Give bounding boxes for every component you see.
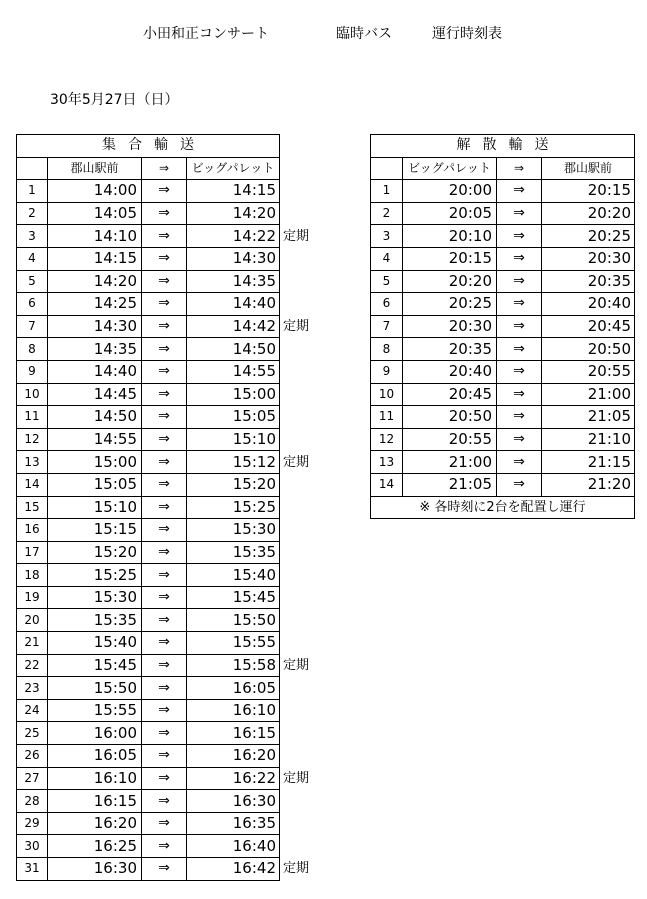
arrival-time: 16:30 <box>187 790 280 813</box>
departure-time: 20:20 <box>403 270 497 293</box>
table-row <box>371 383 635 406</box>
departure-time: 15:35 <box>48 609 142 632</box>
table-row <box>371 247 635 270</box>
event-date: 30年5月27日（日） <box>50 92 179 108</box>
service-note <box>280 360 320 383</box>
table-row <box>371 270 635 293</box>
service-note: 定期 <box>283 657 310 673</box>
row-number: 3 <box>371 225 403 248</box>
table-row <box>17 473 320 496</box>
row-number: 4 <box>371 247 403 270</box>
arrival-time: 16:42 <box>187 858 280 881</box>
departure-time: 20:45 <box>403 383 497 406</box>
service-note: 定期 <box>283 319 310 335</box>
arrow-icon: ⇒ <box>497 406 542 429</box>
row-number: 8 <box>371 338 403 361</box>
service-note: 定期 <box>283 770 310 786</box>
arrow-icon: ⇒ <box>142 835 187 858</box>
table-row <box>371 451 635 474</box>
row-number: 5 <box>371 270 403 293</box>
table-row <box>371 293 635 316</box>
table-row <box>17 247 320 270</box>
return-title: 解散輸送 <box>371 135 635 158</box>
arrival-time: 16:22 <box>187 767 280 790</box>
table-row <box>371 180 635 203</box>
table-row <box>17 428 320 451</box>
row-number: 24 <box>17 699 48 722</box>
table-row <box>17 225 320 248</box>
arrival-time: 14:55 <box>187 360 280 383</box>
table-row <box>371 406 635 429</box>
arrival-time: 16:35 <box>187 812 280 835</box>
arrow-icon: ⇒ <box>497 338 542 361</box>
row-number: 23 <box>17 677 48 700</box>
row-number: 31 <box>17 858 48 881</box>
row-number: 13 <box>17 451 48 474</box>
service-note <box>280 247 320 270</box>
arrival-time: 20:25 <box>542 225 635 248</box>
departure-time: 20:50 <box>403 406 497 429</box>
service-note: 定期 <box>283 454 310 470</box>
arrival-time: 14:35 <box>187 270 280 293</box>
arrival-time: 20:45 <box>542 315 635 338</box>
departure-time: 15:10 <box>48 496 142 519</box>
return-timetable <box>370 134 635 519</box>
table-row <box>17 496 320 519</box>
arrival-time: 21:20 <box>542 473 635 496</box>
departure-time: 16:25 <box>48 835 142 858</box>
arrow-icon: ⇒ <box>497 225 542 248</box>
arrival-time: 15:20 <box>187 473 280 496</box>
table-row <box>17 202 320 225</box>
arrival-time: 14:42 <box>187 315 280 338</box>
row-number: 7 <box>371 315 403 338</box>
table-row <box>17 835 320 858</box>
arrival-time: 15:12 <box>187 451 280 474</box>
departure-time: 21:00 <box>403 451 497 474</box>
table-row <box>17 858 320 881</box>
departure-time: 14:10 <box>48 225 142 248</box>
row-number: 19 <box>17 586 48 609</box>
table-row <box>17 586 320 609</box>
service-note <box>280 722 320 745</box>
arrival-time: 15:10 <box>187 428 280 451</box>
table-row <box>17 406 320 429</box>
arrow-icon: ⇒ <box>142 812 187 835</box>
arrow-icon: ⇒ <box>142 338 187 361</box>
departure-time: 20:40 <box>403 360 497 383</box>
arrival-time: 15:35 <box>187 541 280 564</box>
row-number: 21 <box>17 632 48 655</box>
row-number: 15 <box>17 496 48 519</box>
table-row <box>371 225 635 248</box>
row-number: 16 <box>17 519 48 542</box>
arrival-time: 14:50 <box>187 338 280 361</box>
service-note <box>280 270 320 293</box>
row-number: 29 <box>17 812 48 835</box>
row-number: 22 <box>17 654 48 677</box>
service-note <box>280 202 320 225</box>
arrow-icon: ⇒ <box>142 473 187 496</box>
service-note <box>280 383 320 406</box>
arrow-icon: ⇒ <box>497 473 542 496</box>
arrow-icon: ⇒ <box>497 315 542 338</box>
service-note <box>280 519 320 542</box>
row-number: 1 <box>371 180 403 203</box>
arrival-time: 16:05 <box>187 677 280 700</box>
arrow-icon: ⇒ <box>142 270 187 293</box>
departure-time: 20:05 <box>403 202 497 225</box>
outbound-no-header <box>17 157 48 180</box>
row-number: 5 <box>17 270 48 293</box>
outbound-arrow-header: ⇒ <box>142 157 187 180</box>
row-number: 25 <box>17 722 48 745</box>
table-row <box>371 338 635 361</box>
departure-time: 14:50 <box>48 406 142 429</box>
arrow-icon: ⇒ <box>497 428 542 451</box>
arrival-time: 14:40 <box>187 293 280 316</box>
arrival-time: 20:15 <box>542 180 635 203</box>
service-note <box>280 677 320 700</box>
departure-time: 15:45 <box>48 654 142 677</box>
arrow-icon: ⇒ <box>142 790 187 813</box>
row-number: 17 <box>17 541 48 564</box>
arrow-icon: ⇒ <box>142 293 187 316</box>
departure-time: 14:15 <box>48 247 142 270</box>
departure-time: 14:20 <box>48 270 142 293</box>
arrow-icon: ⇒ <box>497 270 542 293</box>
departure-time: 16:05 <box>48 745 142 768</box>
row-number: 30 <box>17 835 48 858</box>
arrival-time: 15:25 <box>187 496 280 519</box>
arrow-icon: ⇒ <box>142 406 187 429</box>
return-footnote: ※ 各時刻に2台を配置し運行 <box>371 496 635 519</box>
table-row <box>17 632 320 655</box>
departure-time: 14:25 <box>48 293 142 316</box>
arrow-icon: ⇒ <box>497 247 542 270</box>
arrow-icon: ⇒ <box>142 202 187 225</box>
table-row <box>17 564 320 587</box>
departure-time: 14:35 <box>48 338 142 361</box>
row-number: 10 <box>371 383 403 406</box>
table-row <box>17 383 320 406</box>
bus-label: 臨時バス <box>336 26 392 42</box>
row-number: 2 <box>371 202 403 225</box>
row-number: 18 <box>17 564 48 587</box>
service-note <box>280 428 320 451</box>
departure-time: 15:15 <box>48 519 142 542</box>
arrow-icon: ⇒ <box>142 654 187 677</box>
departure-time: 16:00 <box>48 722 142 745</box>
departure-time: 14:55 <box>48 428 142 451</box>
arrival-time: 21:10 <box>542 428 635 451</box>
arrow-icon: ⇒ <box>497 293 542 316</box>
arrival-time: 20:40 <box>542 293 635 316</box>
table-row <box>371 360 635 383</box>
arrow-icon: ⇒ <box>142 428 187 451</box>
arrow-icon: ⇒ <box>142 722 187 745</box>
service-note <box>280 812 320 835</box>
outbound-from-header: 郡山駅前 <box>48 157 142 180</box>
table-row <box>371 473 635 496</box>
arrow-icon: ⇒ <box>142 767 187 790</box>
row-number: 27 <box>17 767 48 790</box>
arrow-icon: ⇒ <box>497 360 542 383</box>
service-note <box>280 180 320 203</box>
table-row <box>17 654 320 677</box>
table-row <box>17 677 320 700</box>
table-row <box>17 699 320 722</box>
table-row <box>371 428 635 451</box>
service-note <box>280 586 320 609</box>
arrow-icon: ⇒ <box>142 360 187 383</box>
service-note: 定期 <box>283 228 310 244</box>
table-row <box>17 270 320 293</box>
arrow-icon: ⇒ <box>497 202 542 225</box>
service-note <box>280 541 320 564</box>
table-row <box>371 315 635 338</box>
departure-time: 14:30 <box>48 315 142 338</box>
event-name: 小田和正コンサート <box>143 26 269 42</box>
table-row <box>17 180 320 203</box>
service-note <box>280 293 320 316</box>
departure-time: 20:55 <box>403 428 497 451</box>
arrival-time: 20:55 <box>542 360 635 383</box>
departure-time: 14:45 <box>48 383 142 406</box>
outbound-to-header: ビッグパレット <box>187 157 280 180</box>
arrival-time: 14:22 <box>187 225 280 248</box>
arrival-time: 15:05 <box>187 406 280 429</box>
row-number: 9 <box>371 360 403 383</box>
table-row <box>371 202 635 225</box>
row-number: 2 <box>17 202 48 225</box>
departure-time: 16:30 <box>48 858 142 881</box>
departure-time: 15:00 <box>48 451 142 474</box>
service-note <box>280 406 320 429</box>
row-number: 26 <box>17 745 48 768</box>
arrival-time: 16:10 <box>187 699 280 722</box>
arrival-time: 15:50 <box>187 609 280 632</box>
table-row <box>17 767 320 790</box>
departure-time: 15:20 <box>48 541 142 564</box>
arrow-icon: ⇒ <box>142 519 187 542</box>
row-number: 20 <box>17 609 48 632</box>
table-row <box>17 722 320 745</box>
row-number: 11 <box>17 406 48 429</box>
arrival-time: 15:40 <box>187 564 280 587</box>
arrow-icon: ⇒ <box>142 541 187 564</box>
arrival-time: 14:15 <box>187 180 280 203</box>
service-note <box>280 790 320 813</box>
arrow-icon: ⇒ <box>142 699 187 722</box>
departure-time: 16:10 <box>48 767 142 790</box>
arrival-time: 20:50 <box>542 338 635 361</box>
arrow-icon: ⇒ <box>142 677 187 700</box>
row-number: 1 <box>17 180 48 203</box>
return-from-header: ビッグパレット <box>403 157 497 180</box>
arrow-icon: ⇒ <box>142 745 187 768</box>
departure-time: 15:55 <box>48 699 142 722</box>
arrival-time: 20:30 <box>542 247 635 270</box>
row-number: 12 <box>17 428 48 451</box>
outbound-title: 集合輸送 <box>17 135 280 158</box>
arrival-time: 16:20 <box>187 745 280 768</box>
arrival-time: 15:45 <box>187 586 280 609</box>
arrow-icon: ⇒ <box>142 180 187 203</box>
table-row <box>17 745 320 768</box>
row-number: 14 <box>371 473 403 496</box>
arrival-time: 15:30 <box>187 519 280 542</box>
departure-time: 20:30 <box>403 315 497 338</box>
outbound-timetable <box>16 134 320 881</box>
departure-time: 15:30 <box>48 586 142 609</box>
table-row <box>17 609 320 632</box>
service-note <box>280 632 320 655</box>
arrival-time: 16:40 <box>187 835 280 858</box>
arrow-icon: ⇒ <box>142 586 187 609</box>
arrow-icon: ⇒ <box>142 632 187 655</box>
arrival-time: 21:15 <box>542 451 635 474</box>
service-note: 定期 <box>283 861 310 877</box>
table-row <box>17 812 320 835</box>
arrival-time: 14:20 <box>187 202 280 225</box>
departure-time: 15:05 <box>48 473 142 496</box>
return-to-header: 郡山駅前 <box>542 157 635 180</box>
timetable-label: 運行時刻表 <box>432 26 502 42</box>
table-row <box>17 519 320 542</box>
row-number: 3 <box>17 225 48 248</box>
arrow-icon: ⇒ <box>497 451 542 474</box>
row-number: 14 <box>17 473 48 496</box>
table-row <box>17 790 320 813</box>
row-number: 12 <box>371 428 403 451</box>
table-row <box>17 338 320 361</box>
table-row <box>17 293 320 316</box>
arrival-time: 21:05 <box>542 406 635 429</box>
departure-time: 15:40 <box>48 632 142 655</box>
arrow-icon: ⇒ <box>142 315 187 338</box>
departure-time: 20:00 <box>403 180 497 203</box>
table-row <box>17 541 320 564</box>
table-row <box>17 315 320 338</box>
arrow-icon: ⇒ <box>142 858 187 881</box>
arrow-icon: ⇒ <box>142 451 187 474</box>
arrow-icon: ⇒ <box>142 383 187 406</box>
arrival-time: 16:15 <box>187 722 280 745</box>
arrow-icon: ⇒ <box>142 564 187 587</box>
departure-time: 14:00 <box>48 180 142 203</box>
row-number: 6 <box>17 293 48 316</box>
arrival-time: 15:00 <box>187 383 280 406</box>
row-number: 28 <box>17 790 48 813</box>
service-note <box>280 699 320 722</box>
return-arrow-header: ⇒ <box>497 157 542 180</box>
departure-time: 20:35 <box>403 338 497 361</box>
departure-time: 16:15 <box>48 790 142 813</box>
row-number: 11 <box>371 406 403 429</box>
row-number: 10 <box>17 383 48 406</box>
departure-time: 14:40 <box>48 360 142 383</box>
arrow-icon: ⇒ <box>497 383 542 406</box>
service-note <box>280 835 320 858</box>
service-note <box>280 496 320 519</box>
row-number: 7 <box>17 315 48 338</box>
arrival-time: 15:55 <box>187 632 280 655</box>
table-row <box>17 360 320 383</box>
document-title <box>0 24 647 44</box>
departure-time: 15:25 <box>48 564 142 587</box>
service-note <box>280 609 320 632</box>
departure-time: 20:10 <box>403 225 497 248</box>
departure-time: 20:25 <box>403 293 497 316</box>
arrival-time: 20:20 <box>542 202 635 225</box>
service-note <box>280 338 320 361</box>
arrow-icon: ⇒ <box>142 496 187 519</box>
row-number: 9 <box>17 360 48 383</box>
departure-time: 14:05 <box>48 202 142 225</box>
service-note <box>280 564 320 587</box>
departure-time: 15:50 <box>48 677 142 700</box>
arrow-icon: ⇒ <box>142 609 187 632</box>
row-number: 8 <box>17 338 48 361</box>
arrow-icon: ⇒ <box>497 180 542 203</box>
arrow-icon: ⇒ <box>142 247 187 270</box>
arrival-time: 14:30 <box>187 247 280 270</box>
arrival-time: 21:00 <box>542 383 635 406</box>
departure-time: 16:20 <box>48 812 142 835</box>
service-note <box>280 745 320 768</box>
arrival-time: 20:35 <box>542 270 635 293</box>
table-row <box>17 451 320 474</box>
departure-time: 21:05 <box>403 473 497 496</box>
departure-time: 20:15 <box>403 247 497 270</box>
return-no-header <box>371 157 403 180</box>
row-number: 13 <box>371 451 403 474</box>
row-number: 6 <box>371 293 403 316</box>
arrival-time: 15:58 <box>187 654 280 677</box>
arrow-icon: ⇒ <box>142 225 187 248</box>
row-number: 4 <box>17 247 48 270</box>
service-note <box>280 473 320 496</box>
